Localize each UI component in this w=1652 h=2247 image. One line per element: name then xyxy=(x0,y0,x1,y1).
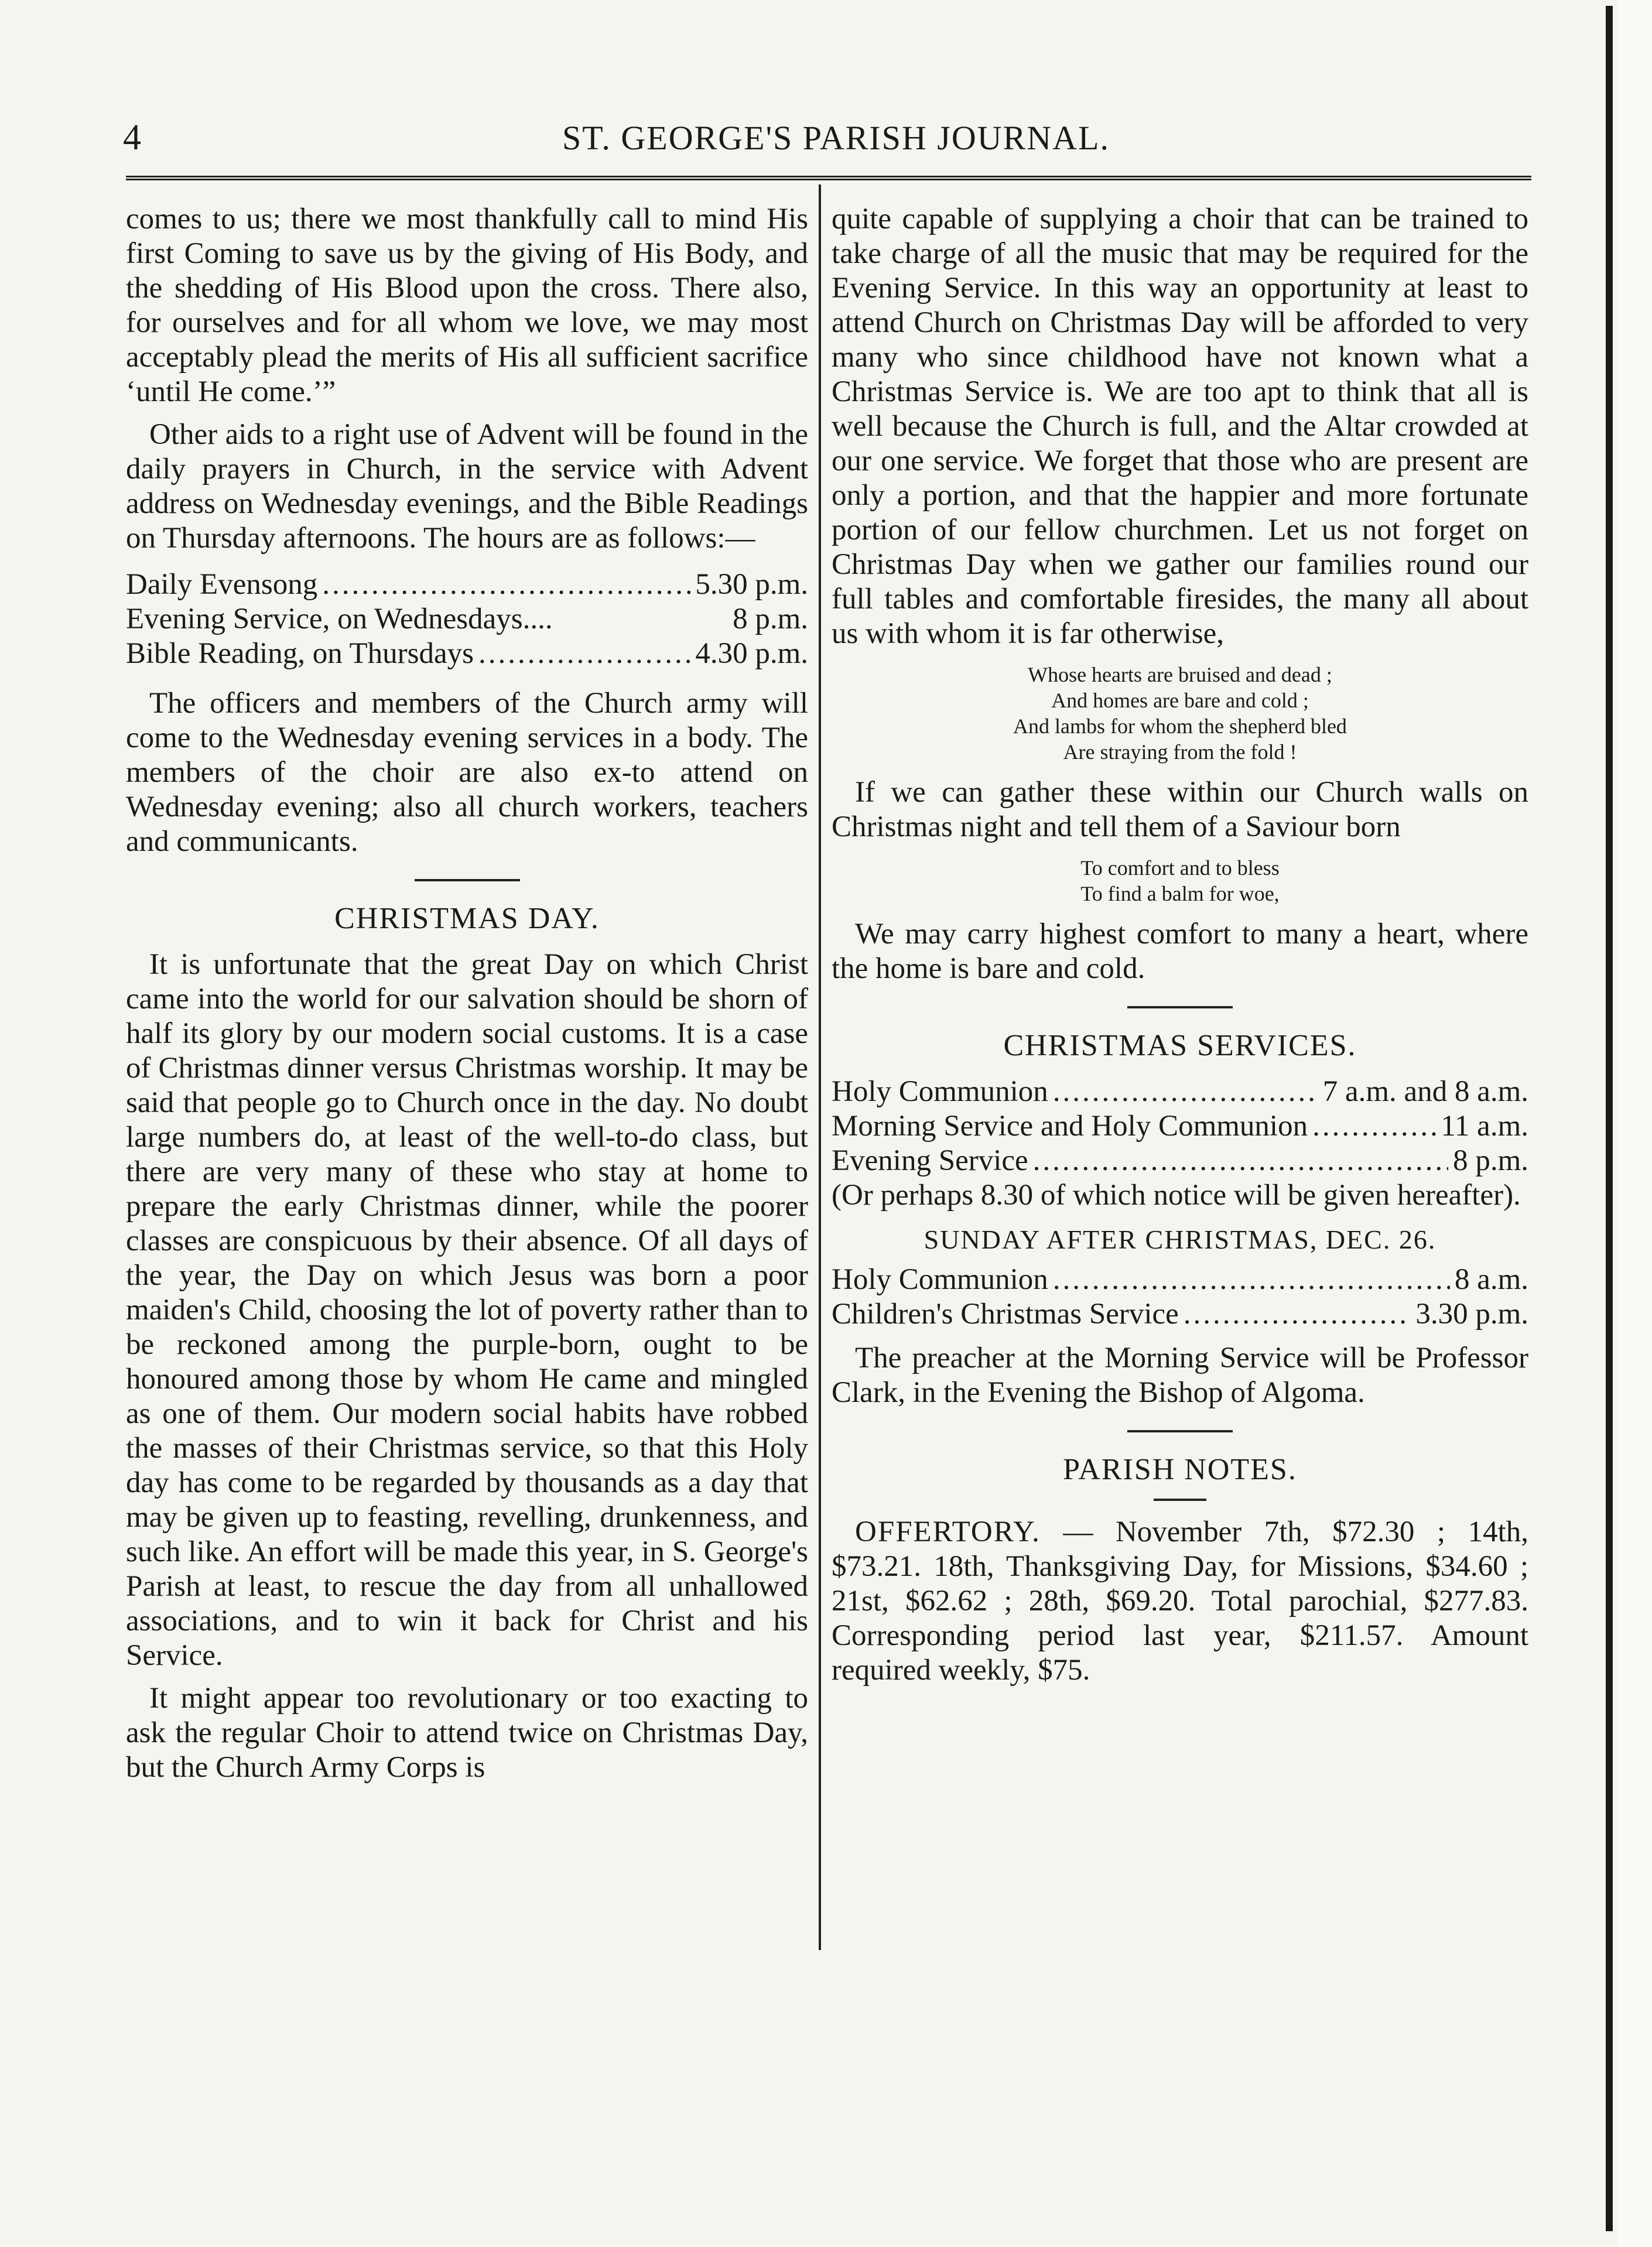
service-label: Morning Service and Holy Communion xyxy=(832,1110,1308,1143)
advent-paragraph-2: Other aids to a right use of Advent will be found in the daily prayers in Church, in the service with Advent address on Wednesday evenings, and the Bible Readings on Thursday afternoons. The hours are as follows:— xyxy=(126,418,808,555)
leader-dots xyxy=(478,637,690,671)
christmas-day-paragraph-2: It might appear too revolutionary or too exacting to ask the regular Choir to attend twice on Christmas Day, but the Church Army Corps is xyxy=(126,1682,808,1784)
times-label: Evening Service, on Wednesdays.... xyxy=(126,603,553,635)
gather-paragraph: If we can gather these within our Church walls on Christmas night and tell them of a Saviour born xyxy=(832,776,1528,843)
preacher-paragraph: The preacher at the Morning Service will be Professor Clark, in the Evening the Bishop of Algoma. xyxy=(832,1342,1528,1409)
poem-line: To comfort and to bless xyxy=(1080,856,1280,880)
section-rule xyxy=(1127,1430,1233,1432)
column-divider xyxy=(819,184,821,1950)
sunday-services-list xyxy=(832,1263,1528,1332)
christmas-day-heading: CHRISTMAS DAY. xyxy=(334,902,600,935)
service-label: Children's Christmas Service xyxy=(832,1298,1179,1331)
times-row xyxy=(126,602,808,637)
times-row xyxy=(126,567,808,602)
leader-dots xyxy=(322,567,690,602)
service-label: Evening Service xyxy=(832,1144,1028,1177)
poem-line: Whose hearts are bruised and dead ; xyxy=(1028,663,1332,686)
service-label: Holy Communion xyxy=(832,1263,1048,1296)
leader-dots xyxy=(1184,1297,1411,1332)
header-rule xyxy=(126,176,1531,180)
offertory-label: OFFERTORY. xyxy=(855,1516,1041,1548)
offertory-paragraph xyxy=(832,1515,1528,1688)
service-row xyxy=(832,1263,1528,1297)
service-time: 3.30 p.m. xyxy=(1415,1298,1528,1331)
services-list xyxy=(832,1075,1528,1178)
leader-dots xyxy=(1053,1263,1450,1297)
times-row xyxy=(126,637,808,671)
service-row xyxy=(832,1075,1528,1109)
binding-edge-line xyxy=(1606,6,1613,2231)
poem-line: And homes are bare and cold ; xyxy=(1051,689,1309,712)
section-rule xyxy=(415,879,520,881)
times-value: 8 p.m. xyxy=(733,603,808,635)
leader-dots xyxy=(1053,1075,1318,1109)
times-value: 5.30 p.m. xyxy=(695,568,808,601)
sunday-after-christmas-heading: SUNDAY AFTER CHRISTMAS, DEC. 26. xyxy=(924,1225,1436,1254)
service-label: Holy Communion xyxy=(832,1075,1048,1108)
leader-dots xyxy=(1312,1109,1436,1144)
poem-line: To find a balm for woe, xyxy=(1080,882,1280,905)
christmas-services-heading: CHRISTMAS SERVICES. xyxy=(1003,1029,1357,1062)
parish-notes-heading: PARISH NOTES. xyxy=(1063,1453,1297,1486)
leader-dots xyxy=(1033,1144,1448,1178)
service-time: 11 a.m. xyxy=(1441,1110,1528,1143)
advent-paragraph-1: comes to us; there we most thankfully call to mind His first Coming to save us by the giving of His Body, and the shedding of His Blood upon the cross. There also, for ourselves and for all whom we love, we may most acceptably plead the merits of His all sufficient sacrifice ‘until He come.’” xyxy=(126,203,808,408)
section-rule-short xyxy=(1154,1499,1206,1501)
poem-line: Are straying from the fold ! xyxy=(1063,740,1297,764)
services-note: (Or perhaps 8.30 of which notice will be given hereafter). xyxy=(832,1179,1521,1212)
choir-paragraph: quite capable of supplying a choir that can be trained to take charge of all the music that may be required for the Evening Service. In this way an opportunity at least to attend Church on Christmas Day will be afforded to very many who since childhood have not known what a Christmas Service is. We are too apt to think that all is well because the Church is full, and the Altar crowded at our one service. We forget that those who are present are only a portion, and that the happier and more fortunate portion of our fellow churchmen. Let us not forget on Christmas Day when we gather our families round our full tables and comfortable firesides, the many all about us with whom it is far otherwise, xyxy=(832,203,1528,650)
service-row xyxy=(832,1109,1528,1144)
times-value: 4.30 p.m. xyxy=(695,637,808,670)
poem-stanza-2 xyxy=(832,855,1528,907)
service-time: 8 a.m. xyxy=(1454,1263,1528,1296)
right-column xyxy=(832,202,1528,1696)
advent-times-list xyxy=(126,567,808,671)
service-time: 8 p.m. xyxy=(1453,1144,1528,1177)
poem-stanza xyxy=(832,662,1528,765)
times-label: Bible Reading, on Thursdays xyxy=(126,637,474,670)
offertory-text: — November 7th, $72.30 ; 14th, $73.21. 18th, Thanksgiving Day, for Missions, $34.60 ; 21st, $62.62 ; 28th, $69.20. Total parochial, $277.83. Corresponding period last year, $211.57. Amount required weekly, $75. xyxy=(832,1516,1529,1687)
section-rule xyxy=(1127,1006,1233,1008)
service-row xyxy=(832,1144,1528,1178)
christmas-day-paragraph: It is unfortunate that the great Day on which Christ came into the world for our salvation should be shorn of half its glory by our modern social customs. It is a case of Christmas dinner versus Christmas worship. It may be said that people go to Church once in the day. No doubt large numbers do, at least of the well-to-do class, but there are very many of these who stay at home to prepare the early Christmas dinner, while the poorer classes are conspicuous by their absence. Of all days of the year, the Day on which Jesus was born a poor maiden's Child, choosing the lot of poverty rather than to be reckoned among the purple-born, ought to be honoured among those by whom He came and mingled as one of them. Our modern social habits have robbed the masses of their Christmas service, so that this Holy day has come to be regarded by thousands as a day that may be given up to feasting, revelling, drunkenness, and such like. An effort will be made this year, in S. George's Parish at least, to rescue the day from all unhallowed associations, and to win it back for Christ and his Service. xyxy=(126,948,808,1672)
church-army-paragraph: The officers and members of the Church army will come to the Wednesday evening services in a body. The members of the choir are also ex-to attend on Wednesday evening; also all church workers, teachers and communicants. xyxy=(126,687,808,858)
page-edge xyxy=(1617,0,1652,2247)
journal-title: ST. GEORGE'S PARISH JOURNAL. xyxy=(562,119,1110,157)
times-label: Daily Evensong xyxy=(126,568,318,601)
page-number: 4 xyxy=(123,118,141,158)
left-column xyxy=(126,202,808,1793)
service-row xyxy=(832,1297,1528,1332)
comfort-paragraph: We may carry highest comfort to many a heart, where the home is bare and cold. xyxy=(832,918,1528,985)
service-time: 7 a.m. and 8 a.m. xyxy=(1322,1075,1528,1108)
poem-line: And lambs for whom the shepherd bled xyxy=(1013,714,1347,738)
